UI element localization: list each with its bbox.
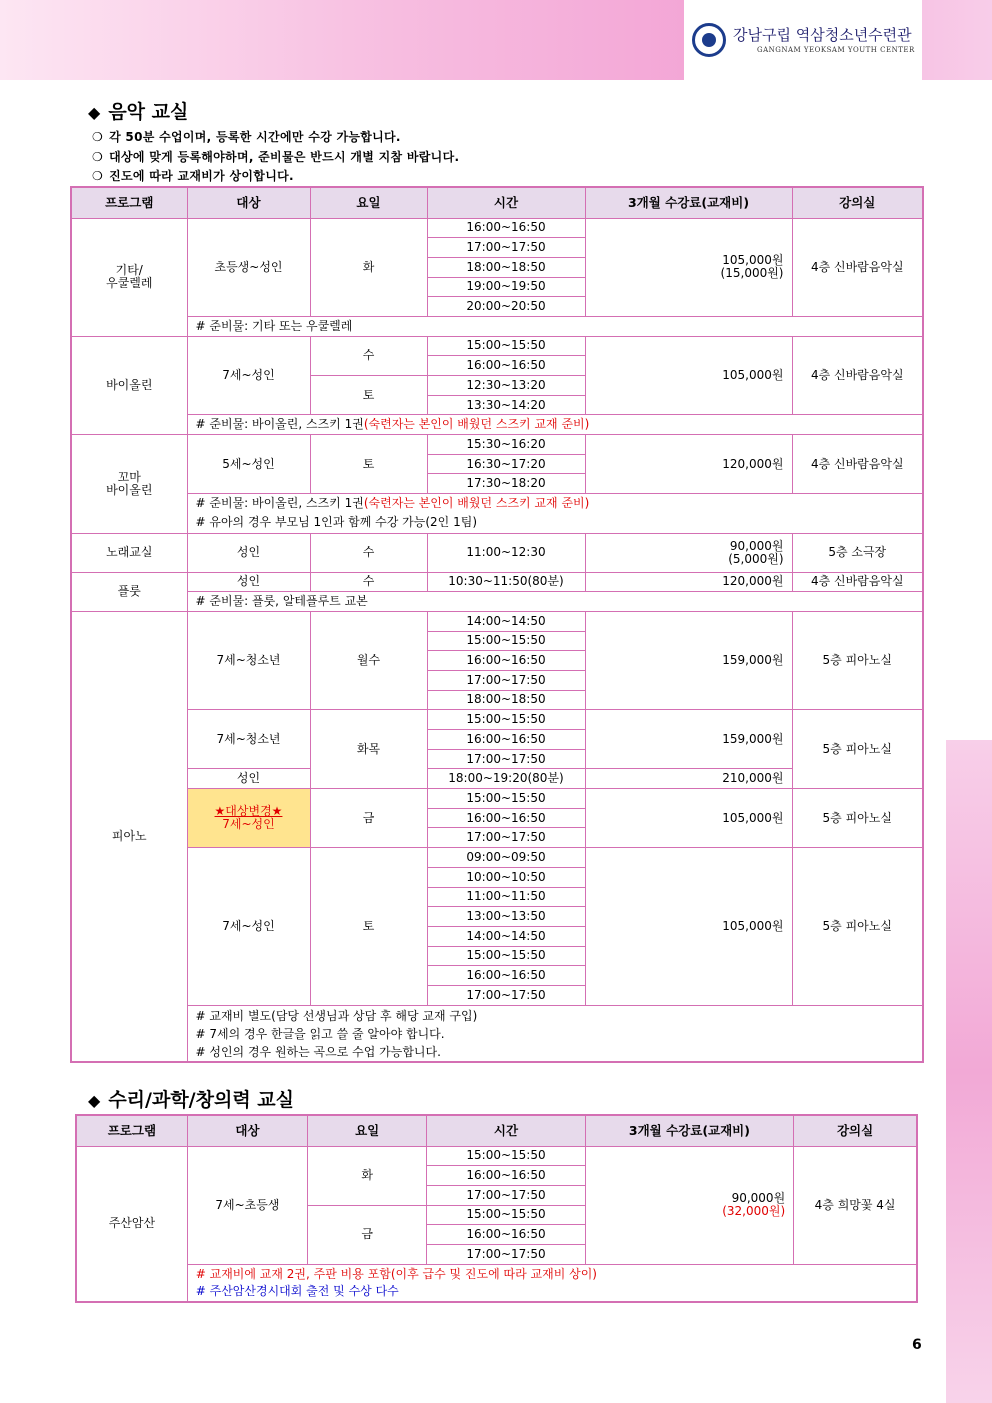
time-cell: 10:00~10:50 [427,867,585,887]
diamond-icon: ◆ [88,103,101,122]
fee-cell: 159,000원 [585,611,792,709]
time-cell: 15:00~15:50 [427,631,585,651]
table-row [71,533,923,572]
program-abacus: 주산암산 [76,1146,187,1302]
time-cell: 17:30~18:20 [427,474,585,494]
note-cell: # 준비물: 바이올린, 스즈키 1권(숙련자는 본인이 배웠던 스즈키 교재 준비) [187,415,923,435]
math-schedule-table [75,1114,918,1303]
note-cell: # 준비물: 바이올린, 스즈키 1권(숙련자는 본인이 배웠던 스즈키 교재 준비) [187,494,923,514]
music-note-1: ❍ 각 50분 수업이며, 등록한 시간에만 수강 가능합니다. [92,130,401,144]
target-cell: 7세~성인 [187,336,310,415]
time-cell: 13:00~13:50 [427,907,585,927]
time-cell: 16:00~16:50 [427,651,585,671]
day-cell: 토 [310,376,427,415]
table-row [71,710,923,730]
day-cell: 수 [310,572,427,592]
target-cell: 7세~청소년 [187,611,310,709]
music-note-2: ❍ 대상에 맞게 등록해야하며, 준비물은 반드시 개별 지참 바랍니다. [92,150,460,164]
target-cell: 성인 [187,769,310,789]
fee-cell: 105,000원 (15,000원) [585,218,792,316]
time-cell: 17:00~17:50 [427,749,585,769]
time-cell: 11:00~12:30 [427,533,585,572]
time-cell: 15:00~15:50 [427,710,585,730]
time-cell: 16:30~17:20 [427,454,585,474]
target-cell: 성인 [187,572,310,592]
time-cell: 14:00~14:50 [427,611,585,631]
time-cell: 16:00~16:50 [427,730,585,750]
table-header-row [71,187,923,218]
target-changed-badge: ★대상변경★ [214,804,283,819]
table-row [71,592,923,612]
center-logo-icon [692,23,726,57]
target-cell: 초등생~성인 [187,218,310,316]
day-cell: 화목 [310,710,427,789]
room-cell: 4층 신바람음악실 [792,218,923,316]
time-cell: 15:00~15:50 [427,336,585,356]
target-cell: 7세~초등생 [187,1146,307,1264]
diamond-icon: ◆ [88,1091,101,1110]
time-cell: 18:00~18:50 [427,690,585,710]
table-row [76,1146,917,1166]
math-section-title: ◆ 수리/과학/창의력 교실 [88,1089,294,1111]
day-cell: 수 [310,336,427,375]
music-schedule-table [70,186,924,1063]
time-cell: 12:30~13:20 [427,376,585,396]
room-cell: 5층 피아노실 [792,710,923,789]
fee-cell: 105,000원 [585,336,792,415]
table-row [71,1005,923,1062]
program-violin: 바이올린 [71,336,187,434]
time-cell: 15:30~16:20 [427,435,585,455]
time-cell: 15:00~15:50 [427,1205,585,1225]
note-cell: # 준비물: 기타 또는 우쿨렐레 [187,316,923,336]
time-cell: 16:00~16:50 [427,218,585,238]
program-piano: 피아노 [71,611,187,1061]
fee-cell: 105,000원 [585,848,792,1006]
time-cell: 14:00~14:50 [427,926,585,946]
page-number: 6 [912,1337,922,1353]
fee-cell: 105,000원 [585,789,792,848]
header-day: 요일 [310,187,427,218]
header-room: 강의실 [792,187,923,218]
table-row [71,789,923,809]
room-cell: 5층 피아노실 [792,848,923,1006]
abacus-notes-cell [187,1264,917,1302]
target-cell: 5세~성인 [187,435,310,494]
target-cell: 성인 [187,533,310,572]
time-cell: 16:00~16:50 [427,966,585,986]
program-guitar: 기타/ 우쿨렐레 [71,218,187,336]
time-cell: 15:00~15:50 [427,789,585,809]
header-program: 프로그램 [71,187,187,218]
time-cell: 11:00~11:50 [427,887,585,907]
time-cell: 18:00~18:50 [427,257,585,277]
day-cell: 금 [308,1205,427,1264]
table-row [71,611,923,631]
day-cell: 화 [308,1146,427,1205]
time-cell: 17:00~17:50 [427,238,585,258]
time-cell: 15:00~15:50 [427,946,585,966]
day-cell: 월수 [310,611,427,709]
piano-notes-cell [187,1005,923,1062]
day-cell: 토 [310,435,427,494]
fee-cell: 90,000원 (32,000원) [585,1146,793,1264]
fee-cell: 90,000원 (5,000원) [585,533,792,572]
time-cell: 17:00~17:50 [427,985,585,1005]
room-cell: 4층 희망꽃 4실 [794,1146,917,1264]
music-note-3: ❍ 진도에 따라 교재비가 상이합니다. [92,169,294,183]
target-cell: 7세~청소년 [187,710,310,769]
time-cell: 16:00~16:50 [427,1166,585,1186]
time-cell: 18:00~19:20(80분) [427,769,585,789]
table-row [71,218,923,238]
day-cell: 수 [310,533,427,572]
time-cell: 09:00~09:50 [427,848,585,868]
table-row [71,336,923,356]
time-cell: 19:00~19:50 [427,277,585,297]
table-row [76,1264,917,1302]
time-cell: 10:30~11:50(80분) [427,572,585,592]
day-cell: 화 [310,218,427,316]
circle-bullet-icon: ❍ [92,130,104,144]
fee-cell: 159,000원 [585,710,792,769]
table-row [71,572,923,592]
time-cell: 20:00~20:50 [427,297,585,317]
room-cell: 4층 신바람음악실 [792,572,923,592]
time-cell: 17:00~17:50 [427,828,585,848]
time-cell: 17:00~17:50 [427,1244,585,1264]
table-row [71,494,923,514]
table-row [71,848,923,868]
time-cell: 17:00~17:50 [427,1185,585,1205]
fee-cell: 120,000원 [585,435,792,494]
header-day: 요일 [308,1115,427,1146]
table-header-row [76,1115,917,1146]
table-row [71,415,923,435]
program-singing: 노래교실 [71,533,187,572]
program-flute: 플룻 [71,572,187,611]
header-target: 대상 [187,187,310,218]
room-cell: 5층 피아노실 [792,789,923,848]
day-cell: 토 [310,848,427,1006]
abacus-note-1: # 교재비에 교재 2권, 주판 비용 포함(이후 급수 및 진도에 따라 교재비 상이) [195,1266,597,1281]
time-cell: 13:30~14:20 [427,395,585,415]
time-cell: 17:00~17:50 [427,670,585,690]
time-cell: 15:00~15:50 [427,1146,585,1166]
time-cell: 16:00~16:50 [427,808,585,828]
room-cell: 4층 신바람음악실 [792,336,923,415]
header-room: 강의실 [794,1115,917,1146]
org-name-en: GANGNAM YEOKSAM YOUTH CENTER [757,46,915,54]
abacus-note-2: # 주산암산경시대회 출전 및 수상 다수 [195,1283,399,1298]
header-time: 시간 [427,1115,585,1146]
room-cell: 4층 신바람음악실 [792,435,923,494]
program-kid-violin: 꼬마 바이올린 [71,435,187,533]
org-name: 강남구립 역삼청소년수련관 [733,26,912,44]
side-band [946,740,992,1403]
table-row [71,513,923,533]
circle-bullet-icon: ❍ [92,169,104,183]
fee-cell: 120,000원 [585,572,792,592]
circle-bullet-icon: ❍ [92,150,104,164]
header-time: 시간 [427,187,585,218]
note-cell: # 유아의 경우 부모님 1인과 함께 수강 가능(2인 1팀) [187,513,923,533]
piano-note-3: # 성인의 경우 원하는 곡으로 수업 가능합니다. [195,1044,441,1059]
header-fee: 3개월 수강료(교재비) [585,1115,793,1146]
table-row [71,316,923,336]
room-cell: 5층 피아노실 [792,611,923,709]
time-cell: 16:00~16:50 [427,1225,585,1245]
fee-cell: 210,000원 [585,769,792,789]
piano-note-1: # 교재비 별도(담당 선생님과 상담 후 해당 교재 구입) [195,1008,478,1023]
time-cell: 16:00~16:50 [427,356,585,376]
note-cell: # 준비물: 플룻, 알테플루트 교본 [187,592,923,612]
header-program: 프로그램 [76,1115,187,1146]
header-fee: 3개월 수강료(교재비) [585,187,792,218]
target-changed-cell: ★대상변경★ 7세~성인 [187,789,310,848]
table-row [71,435,923,455]
room-cell: 5층 소극장 [792,533,923,572]
target-cell: 7세~성인 [187,848,310,1006]
day-cell: 금 [310,789,427,848]
music-section-title: ◆ 음악 교실 [88,101,189,123]
header-target: 대상 [187,1115,307,1146]
piano-note-2: # 7세의 경우 한글을 읽고 쓸 줄 알아야 합니다. [195,1026,445,1041]
